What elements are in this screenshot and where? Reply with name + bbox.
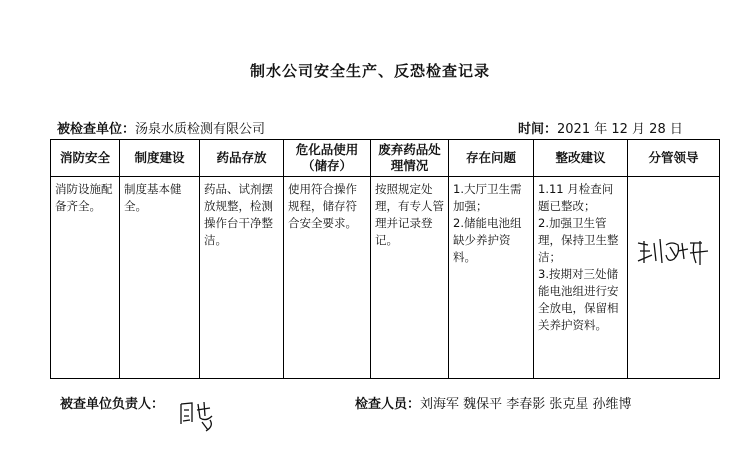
- suggestion-item: 1.11 月检查问题已整改；: [538, 182, 614, 213]
- header-system-building: 制度建设: [120, 140, 200, 177]
- cell-waste-disposal: 按照规定处理，有专人管理并记录登记。: [371, 177, 449, 379]
- suggestion-item: 3.按期对三处储能电池组进行安全放电，保留相关养护资料。: [538, 267, 619, 332]
- inspectors-label: 检查人员：: [355, 397, 421, 412]
- date-label: 时间：: [518, 122, 558, 137]
- header-drug-storage: 药品存放: [200, 140, 284, 177]
- inspected-unit-label: 被检查单位：: [57, 122, 136, 137]
- header-suggestions: 整改建议: [534, 140, 628, 177]
- header-fire-safety: 消防安全: [51, 140, 120, 177]
- inspectors-names: 刘海军 魏保平 李春影 张克星 孙维博: [420, 397, 632, 412]
- inspection-table: [50, 139, 720, 379]
- cell-hazmat-usage: 使用符合操作规程，储存符合安全要求。: [284, 177, 371, 379]
- header-waste-disposal: 废弃药品处理情况: [371, 140, 449, 177]
- leader-signature: [634, 233, 714, 273]
- cell-system-building: 制度基本健全。: [120, 177, 200, 379]
- responsible-label: 被查单位负责人：: [60, 397, 165, 412]
- suggestion-item: 2.加强卫生管理，保持卫生整洁；: [538, 216, 619, 264]
- inspection-date: [518, 118, 683, 137]
- cell-fire-safety: 消防设施配备齐全。: [51, 177, 120, 379]
- header-leader: 分管领导: [628, 140, 720, 177]
- inspected-unit: [57, 118, 265, 137]
- date-value: 2021 年 12 月 28 日: [557, 122, 683, 137]
- issue-item: 1.大厅卫生需加强；: [453, 182, 522, 213]
- cell-issues: [449, 177, 534, 379]
- cell-leader: [628, 177, 720, 379]
- responsible-signature: [178, 398, 222, 434]
- inspectors: [355, 393, 632, 412]
- header-issues: 存在问题: [449, 140, 534, 177]
- table-row: [51, 177, 720, 379]
- document-title: 制水公司安全生产、反恐检查记录: [249, 62, 490, 80]
- header-row: [51, 140, 720, 177]
- header-hazmat-usage: 危化品使用（储存）: [284, 140, 371, 177]
- cell-suggestions: [534, 177, 628, 379]
- cell-drug-storage: 药品、试剂摆放规整，检测操作台干净整洁。: [200, 177, 284, 379]
- issue-item: 2.储能电池组缺少养护资料。: [453, 216, 522, 264]
- inspected-unit-value: 汤泉水质检测有限公司: [135, 122, 266, 137]
